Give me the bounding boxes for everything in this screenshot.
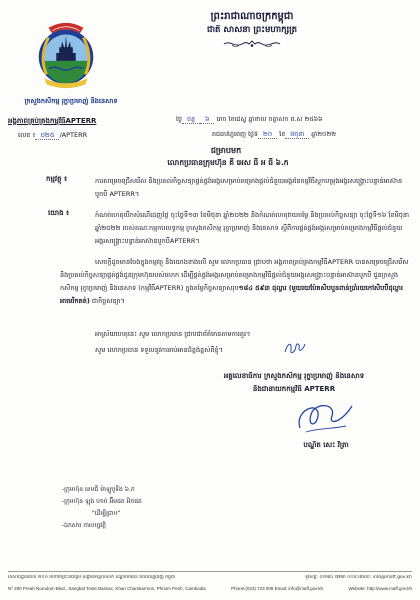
footer-contact-khmer: ទូរស័ព្ទ: (០២៣) ៧២៣ ០០៨ អ៊ីមែល: info@maff.gov.kh bbox=[305, 575, 412, 580]
reference-number bbox=[18, 131, 168, 141]
lunar-day: ៦ bbox=[200, 116, 214, 124]
signatory-role: និងជានាយកកម្មវិធី APTERR bbox=[252, 385, 336, 393]
footer-address-khmer: អាសយដ្ឋានលេខ ២០០ មហាវិថីព្រះនរោត្តម សង្កាត់ទន្លេបាសាក់ ខណ្ឌចំការមន រាជធានីភ្នំពេញ កម្ពុជា bbox=[8, 575, 176, 580]
cc-note: "ដើម្បីជ្រាប" bbox=[92, 510, 121, 517]
solar-month-label: ខែ bbox=[279, 131, 286, 138]
closing-line-2: សូម លោកប្រធាន ទទួលនូវការរាប់អានដ៏ខ្ពង់ខ្ពស់ពីខ្ញុំ។ bbox=[95, 346, 223, 354]
reference-text: កំណត់ហេតុបើកសំណើដេញថ្លៃ ចុះថ្ងៃទី១៣ ខែមិថុនា ឆ្នាំ២០២២ និងកំណត់ហេតុវាយតម្លៃ និងប្រគល់កិច្ចសន្យា ចុះថ្ងៃទី១៦ ខែមិថុនា ឆ្នាំ២០២២ របស់គណៈកម្មការលទ្ធកម្ម ក្រសួងកសិកម្ម រុក្ខាប្រមាញ់ និងនេសាទ ស្តីពីការផ្គត់ផ្គង់អង្ករសម្រាប់គម្រោងកម្មវិធីផ្តល់ជំនួយអង្ករសង្គ្រោះបន្ទាន់អាស៊ានបូកបីAPTERR។ bbox=[95, 211, 410, 245]
footer-address-english: Nº 200 Preah Norodom Blvd., Sangkat Tonle Bassac, Khan Chamkarmon, Phnom Penh, Cambodia bbox=[8, 586, 206, 591]
footer-divider bbox=[8, 571, 412, 572]
solar-date bbox=[212, 131, 414, 140]
body-text-end: ជាកិច្ចសន្យា។ bbox=[91, 297, 125, 305]
reference-number-suffix: /APTERR bbox=[59, 131, 88, 139]
cc-list bbox=[62, 484, 262, 532]
solar-month: មិថុនា bbox=[285, 131, 309, 139]
ministry-name: ក្រសួងកសិកម្ម រុក្ខាប្រមាញ់ និងនេសាទ bbox=[24, 97, 118, 105]
salutation: ជម្រាបមក bbox=[210, 146, 242, 155]
unit-name: អង្គភាពគ្រប់គ្រងកម្មវិធីAPTERR bbox=[8, 117, 97, 125]
contract-amount-words: (មួយរយប៉ែតសិបបួនពាន់ប្រាំរយកៅសិបបីដុល្លារអាមេរិកគត់) bbox=[60, 284, 403, 305]
footer-khmer bbox=[8, 575, 412, 581]
recipient: លោកប្រធានក្រុមហ៊ុន គី អេស ធី អ ធី ៦.ក bbox=[167, 158, 289, 167]
cc-item: -ឯកសារ កាលប្បវត្តិ bbox=[62, 522, 106, 529]
footer-phone-email: Phone:(023) 723 008 Email: info@maff.gov.kh bbox=[231, 586, 324, 591]
contract-amount: ១៨៤ ៥៩៣ ដុល្លារ bbox=[238, 284, 287, 292]
solar-date-prefix: រាជធានីភ្នំពេញ ថ្ងៃទី bbox=[212, 131, 258, 138]
footer-english bbox=[8, 586, 412, 591]
signature bbox=[292, 398, 358, 436]
kingdom-title: ព្រះរាជាណាចក្រកម្ពុជា bbox=[210, 11, 294, 22]
cc-item: -ក្រុមហ៊ុន ឡុង ហាប់ អ៊ីមផត អិចផត bbox=[62, 498, 142, 505]
cc-item: -ក្រុមហ៊ុន ខេមធី ម៉ាឡូបូទីង ៦.ក bbox=[62, 486, 135, 493]
footer-website: Website: http://www.maff.gov.kh bbox=[348, 586, 412, 591]
national-motto: ជាតិ សាសនា ព្រះមហាក្សត្រ bbox=[206, 25, 298, 35]
initial-signature bbox=[284, 340, 306, 356]
lunar-date-rest: រោច ខែជេស្ឋ ឆ្នាំខាល ចត្វាស័ក ព.ស ២៥៦៦ bbox=[216, 116, 323, 123]
solar-year: ឆ្នាំ២០២២ bbox=[311, 131, 337, 138]
signatory-name: បណ្ឌិត សេះ វិត្រា bbox=[303, 441, 349, 449]
maff-seal-icon bbox=[34, 18, 98, 92]
closing-line-1: អាស្រ័យហេតុនេះ សូម លោកប្រធាន ជ្រាបជាព័ត៌មានតាមការគួរ។ bbox=[95, 330, 251, 338]
body-text-main: សេចក្តីដូចមានចែងក្នុងកម្មវត្ថុ និងយោងខាងលើ សូម លោកប្រធាន ជ្រាបថា អង្គភាពគ្រប់គ្រងកម្មវិធីAPTERR បានសម្រេចជ្រើសរើស និងប្រគល់កិច្ចសន្យាផ្គត់ផ្គង់ជូនក្រុមហ៊ុនរបស់លោក ដើម្បីផ្គត់ផ្គង់អង្ករសម្រាប់គម្រោងកម្មវិធីផ្តល់ជំនួយអង្ករសង្គ្រោះបន្ទាន់អាស៊ានបូកបី ជូនក្រសួងកសិកម្ម រុក្ខាប្រមាញ់ និងនេសាទ (កម្មវិធីAPTERR) ក្នុងតម្លៃកិច្ចសន្យាសរុប bbox=[60, 258, 409, 292]
khmer-ornament-icon bbox=[222, 39, 282, 49]
body-paragraph bbox=[60, 256, 411, 308]
reference-number-value: ០២៥ bbox=[35, 131, 59, 140]
signatory-title: អគ្គលេខាធិការ ក្រសួងកសិកម្ម រុក្ខាប្រមាញ់ និងនេសាទ bbox=[223, 372, 365, 380]
reference-label: យោង ៖ bbox=[48, 209, 70, 217]
subject-label: កម្មវត្ថុ ៖ bbox=[46, 175, 68, 183]
solar-day: ២០ bbox=[258, 131, 277, 139]
reference-number-label: លេខ ៖ bbox=[18, 131, 36, 139]
subject-text: ការសម្រេចជ្រើសរើស និងប្រគល់កិច្ចសន្យាផ្គត់ផ្គង់អង្ករសម្រាប់គម្រោងផ្តល់ជំនួយអង្ករនៃកម្មវិធីស្តុកបម្រុងអង្ករសង្គ្រោះបន្ទាន់អាស៊ានបូកបី APTERR។ bbox=[95, 177, 403, 198]
lunar-weekday: ច័ន្ទ bbox=[182, 116, 200, 124]
lunar-date bbox=[176, 116, 414, 125]
lunar-date-prefix: ថ្ងៃ bbox=[176, 116, 182, 123]
